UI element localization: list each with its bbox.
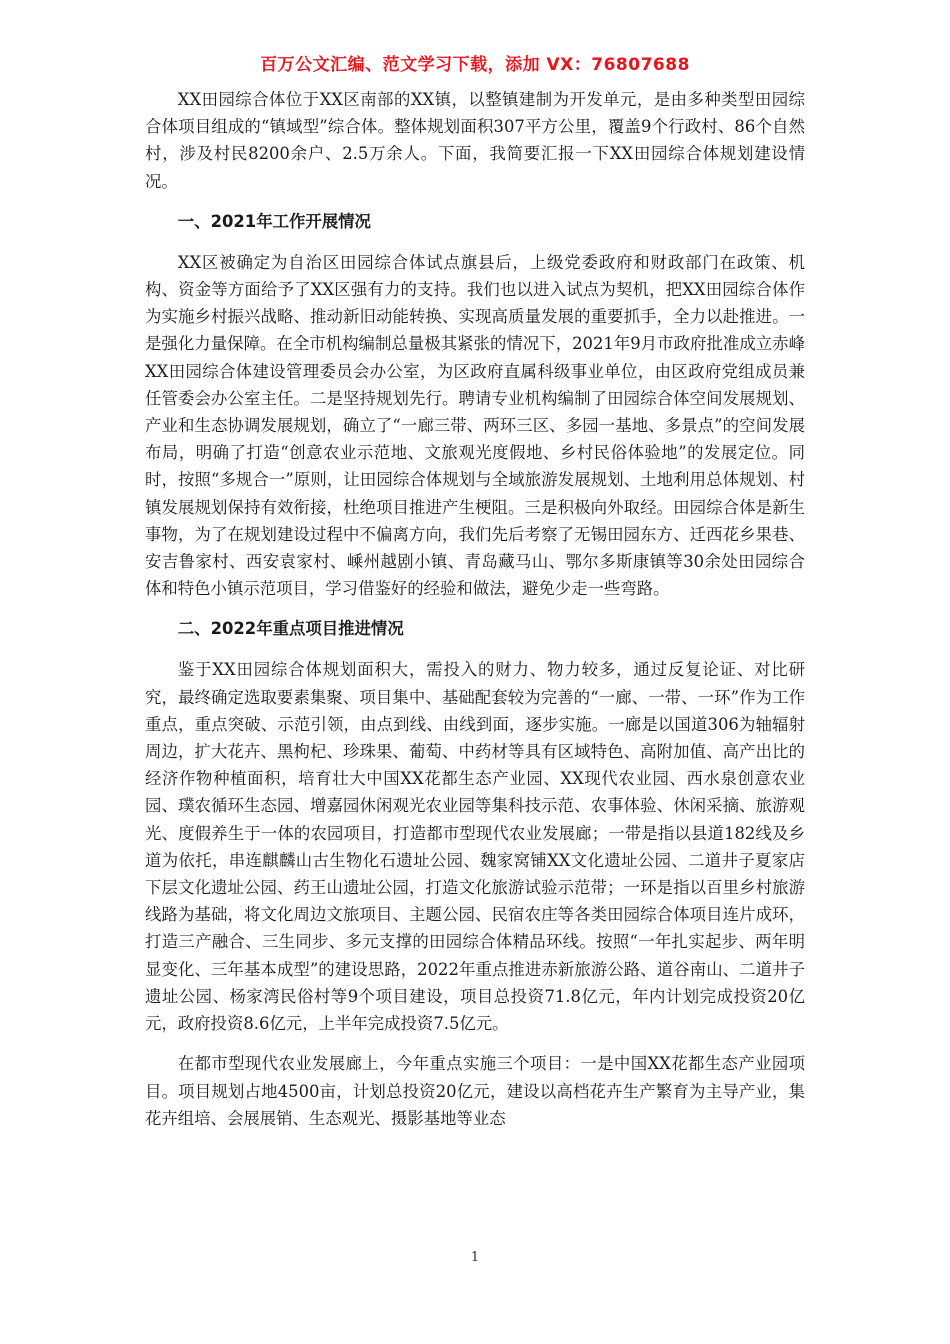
- intro-paragraph: XX田园综合体位于XX区南部的XX镇，以整镇建制为开发单元，是由多种类型田园综合体项目组成的“镇域型”综合体。整体规划面积307平方公里，覆盖9个行政村、86个自然村，涉及村民8200余户、2.5万余人。下面，我简要汇报一下XX田园综合体规划建设情况。: [145, 90, 805, 191]
- paragraph-agriculture-corridor: 在都市型现代农业发展廊上，今年重点实施三个项目：一是中国XX花都生态产业园项目。项目规划占地4500亩，计划总投资20亿元，建设以高档花卉生产繁育为主导产业，集花卉组培、会展展销、生态观光、摄影基地等业态: [145, 1054, 805, 1128]
- paragraph-2022-projects: 鉴于XX田园综合体规划面积大，需投入的财力、物力较多，通过反复论证、对比研究，最终确定选取要素集聚、项目集中、基础配套较为完善的“一廊、一带、一环”作为工作重点，重点突破、示范引领，由点到线、由线到面，逐步实施。一廊是以国道306为轴辐射周边，扩大花卉、黑枸杞、珍珠果、葡萄、中药材等具有区域特色、高附加值、高产出比的经济作物种植面积，培育壮大中国XX花都生态产业园、XX现代农业园、西水泉创意农业园、璞农循环生态园、增嘉园休闲观光农业园等集科技示范、农事体验、休闲采摘、旅游观光、度假养生于一体的农园项目，打造都市型现代农业发展廊；一带是指以县道182线及乡道为依托，串连麒麟山古生物化石遗址公园、魏家窝铺XX文化遗址公园、二道井子夏家店下层文化遗址公园、药王山遗址公园，打造文化旅游试验示范带；一环是指以百里乡村旅游线路为基础，将文化周边文旅项目、主题公园、民宿农庄等各类田园综合体项目连片成环，打造三产融合、三生同步、多元支撑的田园综合体精品环线。按照“一年扎实起步、两年明显变化、三年基本成型”的建设思路，2022年重点推进赤新旅游公路、道谷南山、二道井子遗址公园、杨家湾民俗村等9个项目建设，项目总投资71.8亿元，年内计划完成投资20亿元，政府投资8.6亿元，上半年完成投资7.5亿元。: [145, 660, 805, 1034]
- paragraph-2021-work: XX区被确定为自治区田园综合体试点旗县后，上级党委政府和财政部门在政策、机构、资金等方面给予了XX区强有力的支持。我们也以进入试点为契机，把XX田园综合体作为实施乡村振兴战略、推动新旧动能转换、实现高质量发展的重要抓手，全力以赴推进。一是强化力量保障。在全市机构编制总量极其紧张的情况下，2021年9月市政府批准成立赤峰XX田园综合体建设管理委员会办公室，为区政府直属科级事业单位，由区政府党组成员兼任管委会办公室主任。二是坚持规划先行。聘请专业机构编制了田园综合体空间发展规划、产业和生态协调发展规划，确立了“一廊三带、两环三区、多园一基地、多景点”的空间发展布局，明确了打造“创意农业示范地、文旅观光度假地、乡村民俗体验地”的发展定位。同时，按照“多规合一”原则，让田园综合体规划与全域旅游发展规划、土地利用总体规划、村镇发展规划保持有效衔接，杜绝项目推进产生梗阻。三是积极向外取经。田园综合体是新生事物，为了在规划建设过程中不偏离方向，我们先后考察了无锡田园东方、迁西花乡果巷、安吉鲁家村、西安袁家村、嵊州越剧小镇、青岛藏马山、鄂尔多斯康镇等30余处田园综合体和特色小镇示范项目，学习借鉴好的经验和做法，避免少走一些弯路。: [145, 252, 805, 599]
- page-number: 1: [470, 1250, 480, 1265]
- section-heading-2021: 一、2021年工作开展情况: [177, 211, 371, 231]
- section-heading-2022: 二、2022年重点项目推进情况: [177, 619, 404, 639]
- document-body: [145, 86, 805, 1145]
- promo-banner: 百万公文汇编、范文学习下载，添加 VX：76807688: [260, 55, 690, 75]
